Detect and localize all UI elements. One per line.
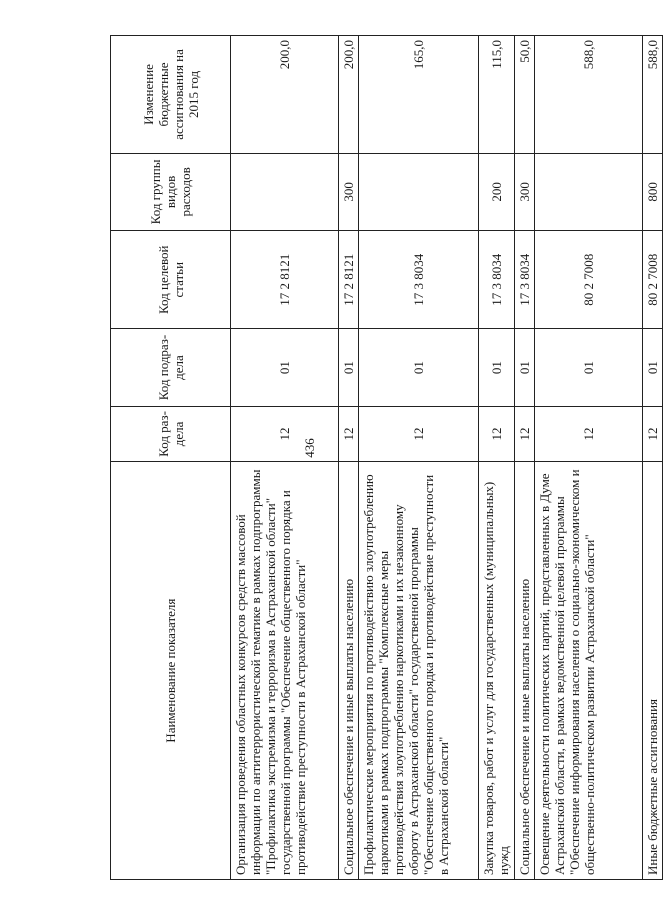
table-row xyxy=(479,36,515,880)
table-row xyxy=(515,36,535,880)
table-row xyxy=(339,36,359,880)
row-section: 12 xyxy=(515,406,535,462)
row-name: Профилактические мероприятия по противодействию злоупотреблению наркотиками в рамках подпрограммы "Комплексные меры противодействия злоупотреблению наркотиками и их незаконному обороту в Астраханской области" государственной программы "Обеспечение общественного порядка и противодействие преступности в Астраханской области" xyxy=(359,462,479,880)
row-section: 12 xyxy=(339,406,359,462)
row-target: 17 3 8034 xyxy=(359,230,479,329)
rotated-table-container xyxy=(110,35,660,880)
row-name: Социальное обеспечение и иные выплаты населению xyxy=(339,462,359,880)
table-row xyxy=(643,36,663,880)
row-target: 17 3 8034 xyxy=(479,230,515,329)
row-group xyxy=(535,153,643,230)
row-amount: 115,0 xyxy=(479,36,515,154)
row-amount: 200,0 xyxy=(339,36,359,154)
row-amount: 50,0 xyxy=(515,36,535,154)
row-section: 12 xyxy=(643,406,663,462)
table-row xyxy=(231,36,339,880)
row-name: Иные бюджетные ассигнования xyxy=(643,462,663,880)
header-section: Код раз-дела xyxy=(111,406,231,462)
table-row xyxy=(535,36,643,880)
row-amount: 588,0 xyxy=(535,36,643,154)
row-name: Освещение деятельности политических партий, представленных в Думе Астраханской области, в рамках ведомственной целевой программы "Обеспечение информирования населения о социально-экономическом и общественно-политическом развитии Астраханской области" xyxy=(535,462,643,880)
row-group xyxy=(231,153,339,230)
row-amount: 200,0 xyxy=(231,36,339,154)
row-target: 17 2 8121 xyxy=(231,230,339,329)
row-section: 12 xyxy=(479,406,515,462)
header-target: Код целевой статьи xyxy=(111,230,231,329)
row-name: Социальное обеспечение и иные выплаты населению xyxy=(515,462,535,880)
header-amount: Изменение бюджетные ассигнования на 2015 год xyxy=(111,36,231,154)
row-subsection: 01 xyxy=(535,329,643,406)
row-subsection: 01 xyxy=(515,329,535,406)
row-section: 12 xyxy=(535,406,643,462)
row-amount: 165,0 xyxy=(359,36,479,154)
table-row xyxy=(359,36,479,880)
row-group: 800 xyxy=(643,153,663,230)
header-subsection: Код подраз-дела xyxy=(111,329,231,406)
row-target: 17 2 8121 xyxy=(339,230,359,329)
row-section: 12 xyxy=(231,406,339,462)
header-name: Наименование показателя xyxy=(111,462,231,880)
budget-table xyxy=(110,35,663,880)
row-subsection: 01 xyxy=(359,329,479,406)
row-name: Организация проведения областных конкурсов средств массовой информации по антитеррористической тематике в рамках подпрограммы "Профилактика экстремизма и терроризма в Астраханской области" государственной программы "Обеспечение общественного порядка и противодействие преступности в Астраханской области" xyxy=(231,462,339,880)
row-group: 300 xyxy=(339,153,359,230)
table-header-row xyxy=(111,36,231,880)
row-subsection: 01 xyxy=(231,329,339,406)
row-group: 300 xyxy=(515,153,535,230)
row-target: 80 2 7008 xyxy=(643,230,663,329)
header-expense-group: Код группы видов расходов xyxy=(111,153,231,230)
row-subsection: 01 xyxy=(339,329,359,406)
row-target: 17 3 8034 xyxy=(515,230,535,329)
row-group xyxy=(359,153,479,230)
page-number: 436 xyxy=(301,438,317,458)
row-subsection: 01 xyxy=(643,329,663,406)
row-group: 200 xyxy=(479,153,515,230)
row-name: Закупка товаров, работ и услуг для государственных (муниципальных) нужд xyxy=(479,462,515,880)
row-target: 80 2 7008 xyxy=(535,230,643,329)
row-subsection: 01 xyxy=(479,329,515,406)
row-section: 12 xyxy=(359,406,479,462)
row-amount: 588,0 xyxy=(643,36,663,154)
